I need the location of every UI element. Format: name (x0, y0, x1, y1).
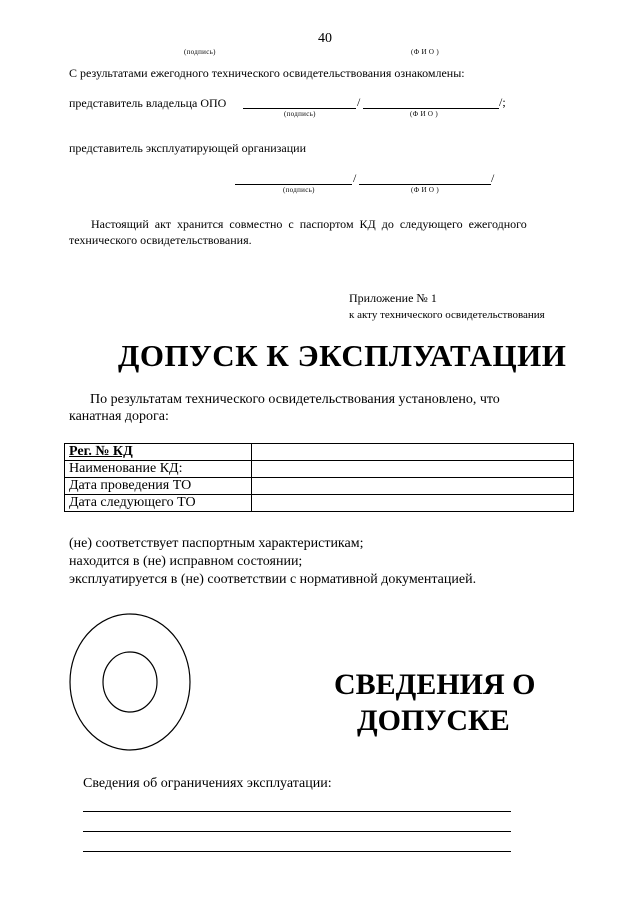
appendix-number: Приложение № 1 (349, 291, 437, 305)
operator-signature-line (235, 184, 352, 185)
stamp-title-line1: СВЕДЕНИЯ О (334, 668, 536, 701)
signature-caption: (подпись) (184, 48, 216, 56)
page-number: 40 (318, 31, 332, 46)
owner-fio-caption: (Ф И О ) (410, 110, 438, 118)
familiarized-text: С результатами ежегодного технического освидетельствования ознакомлены: (69, 66, 465, 80)
storage-note-line1: Настоящий акт хранится совместно с паспортом КД до следующего ежегодного (91, 217, 527, 231)
owner-fio-line (363, 108, 499, 109)
owner-signature-caption: (подпись) (284, 110, 316, 118)
restrictions-line-2 (83, 831, 511, 832)
table-row (65, 444, 574, 461)
intro-line2: канатная дорога: (69, 409, 169, 424)
status-line-1: (не) соответствует паспортным характеристикам; (69, 536, 364, 551)
inspection-date-value (252, 478, 574, 495)
inspection-date-label: Дата проведения ТО (65, 478, 252, 495)
owner-end: /; (499, 95, 506, 109)
kd-name-value (252, 461, 574, 478)
owner-separator: / (357, 95, 361, 109)
appendix-reference: к акту технического освидетельствования (349, 309, 545, 321)
next-inspection-date-value (252, 495, 574, 512)
operator-separator: / (353, 171, 357, 185)
reg-number-value (252, 444, 574, 461)
kd-info-table (64, 443, 574, 512)
table-row (65, 461, 574, 478)
table-row (65, 478, 574, 495)
storage-note-line2: технического освидетельствования. (69, 233, 252, 247)
owner-rep-label: представитель владельца ОПО (69, 96, 227, 110)
restrictions-line-1 (83, 811, 511, 812)
table-row (65, 495, 574, 512)
restrictions-label: Сведения об ограничениях эксплуатации: (83, 776, 332, 791)
stamp-title-line2: ДОПУСКЕ (357, 704, 510, 737)
next-inspection-date-label: Дата следующего ТО (65, 495, 252, 512)
intro-line1: По результатам технического освидетельствования установлено, что (90, 392, 500, 407)
main-title: ДОПУСК К ЭКСПЛУАТАЦИИ (118, 338, 567, 373)
reg-number-label: Рег. № КД (65, 444, 252, 461)
owner-signature-line (243, 108, 356, 109)
status-line-3: эксплуатируется в (не) соответствии с нормативной документацией. (69, 572, 477, 587)
stamp-circle-icon (66, 610, 196, 756)
operator-rep-label: представитель эксплуатирующей организации (69, 141, 307, 155)
operator-end: / (491, 171, 495, 185)
status-line-2: находится в (не) исправном состоянии; (69, 554, 303, 569)
operator-fio-caption: (Ф И О ) (411, 186, 439, 194)
operator-signature-caption: (подпись) (283, 186, 315, 194)
fio-caption: (Ф И О ) (411, 48, 439, 56)
operator-fio-line (359, 184, 491, 185)
restrictions-line-3 (83, 851, 511, 852)
kd-name-label: Наименование КД: (65, 461, 252, 478)
